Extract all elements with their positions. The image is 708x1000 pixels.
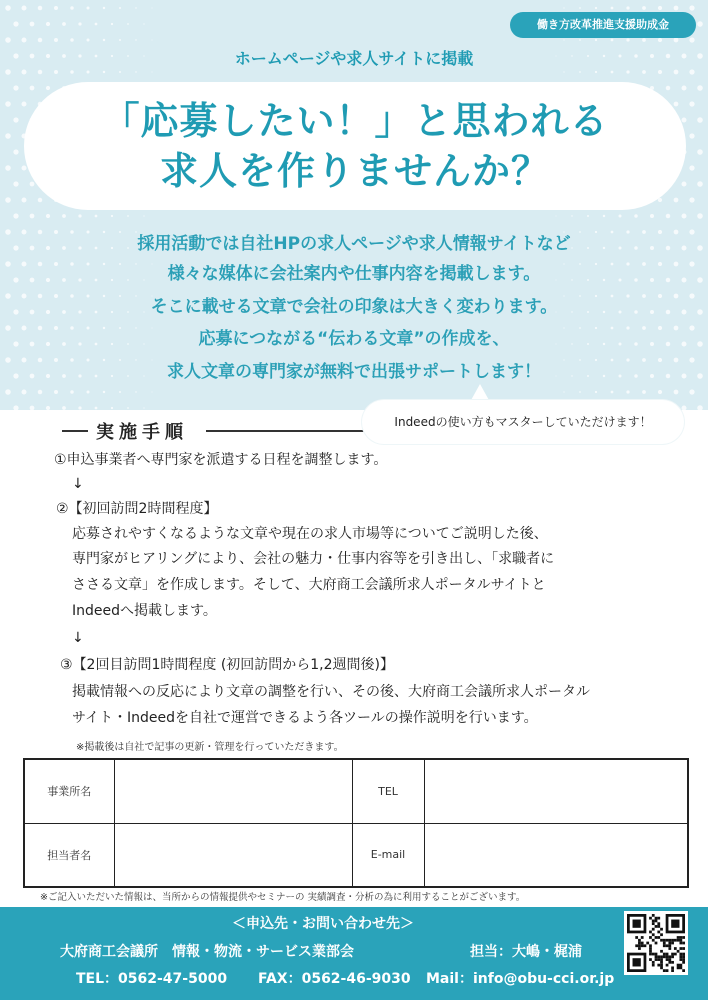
step-1: ①申込事業者へ専門家を派遣する日程を調整します。	[54, 452, 388, 468]
application-form	[23, 758, 689, 888]
intro-line-4: 応募につながる“伝わる文章”の作成を、	[198, 329, 510, 349]
qr-code-icon[interactable]	[624, 911, 688, 975]
intro-line-2: 様々な媒体に会社案内や仕事内容を掲載します。	[167, 264, 541, 284]
step-3-line-2: サイト・Indeedを自社で運営できるよう各ツールの操作説明を行います。	[72, 710, 538, 726]
step-2-line-4: Indeedへ掲載します。	[72, 603, 217, 619]
footer-tel: TEL：0562-47-5000	[76, 971, 228, 987]
footer-heading: ＜申込先・お問い合わせ先＞	[232, 916, 414, 932]
company-name-field[interactable]	[114, 759, 352, 823]
step-2-line-1: 応募されやすくなるような文章や現在の求人市場等についてご説明した後、	[72, 526, 548, 542]
indeed-speech-bubble: Indeedの使い方もマスターしていただけます！	[362, 400, 684, 444]
subsidy-badge: 働き方改革推進支援助成金	[510, 12, 696, 38]
person-name-field[interactable]	[114, 823, 352, 887]
arrow-2: ↓	[72, 630, 84, 646]
step-2-title: ②【初回訪問2時間程度】	[56, 501, 218, 517]
headline-line-1: 「応募したい！」と思われる	[101, 99, 609, 143]
intro-line-1: 採用活動では自社HPの求人ページや求人情報サイトなど	[137, 234, 571, 254]
person-name-label: 担当者名	[24, 823, 114, 887]
tel-label: TEL	[352, 759, 424, 823]
footer-contact-person: 担当：大嶋・梶浦	[470, 944, 582, 960]
intro-line-5: 求人文章の専門家が無料で出張サポートします！	[167, 362, 541, 382]
posting-note: ※掲載後は自社で記事の更新・管理を行っていただきます。	[76, 742, 344, 753]
top-panel	[0, 0, 708, 410]
headline-pill	[24, 82, 686, 210]
company-name-label: 事業所名	[24, 759, 114, 823]
arrow-1: ↓	[72, 476, 84, 492]
contact-footer	[0, 907, 708, 1000]
section-title: 実施手順	[96, 422, 188, 443]
tel-field[interactable]	[424, 759, 688, 823]
step-3-title: ③【2回目訪問1時間程度 (初回訪問から1,2週間後)】	[60, 657, 395, 673]
footer-org: 大府商工会議所 情報・物流・サービス業部会	[60, 944, 354, 960]
step-2-line-3: ささる文章」を作成します。そして、大府商工会議所求人ポータルサイトと	[72, 577, 546, 593]
step-2-line-2: 専門家がヒアリングにより、会社の魅力・仕事内容等を引き出し、「求職者に	[72, 551, 555, 567]
email-field[interactable]	[424, 823, 688, 887]
headline-line-2: 求人を作りませんか？	[159, 149, 550, 193]
tagline: ホームページや求人サイトに掲載	[234, 49, 474, 68]
footer-fax: FAX：0562-46-9030	[258, 971, 411, 987]
section-dash-right	[206, 430, 366, 432]
intro-line-3: そこに載せる文章で会社の印象は大きく変わります。	[150, 297, 558, 317]
section-dash-left	[62, 430, 88, 432]
footer-mail[interactable]: Mail：info@obu-cci.or.jp	[426, 971, 615, 987]
step-3-line-1: 掲載情報への反応により文章の調整を行い、その後、大府商工会議所求人ポータル	[72, 684, 590, 700]
email-label: E-mail	[352, 823, 424, 887]
privacy-note: ※ご記入いただいた情報は、当所からの情報提供やセミナーの 実績調査・分析の為に利用することがございます。	[40, 892, 526, 903]
